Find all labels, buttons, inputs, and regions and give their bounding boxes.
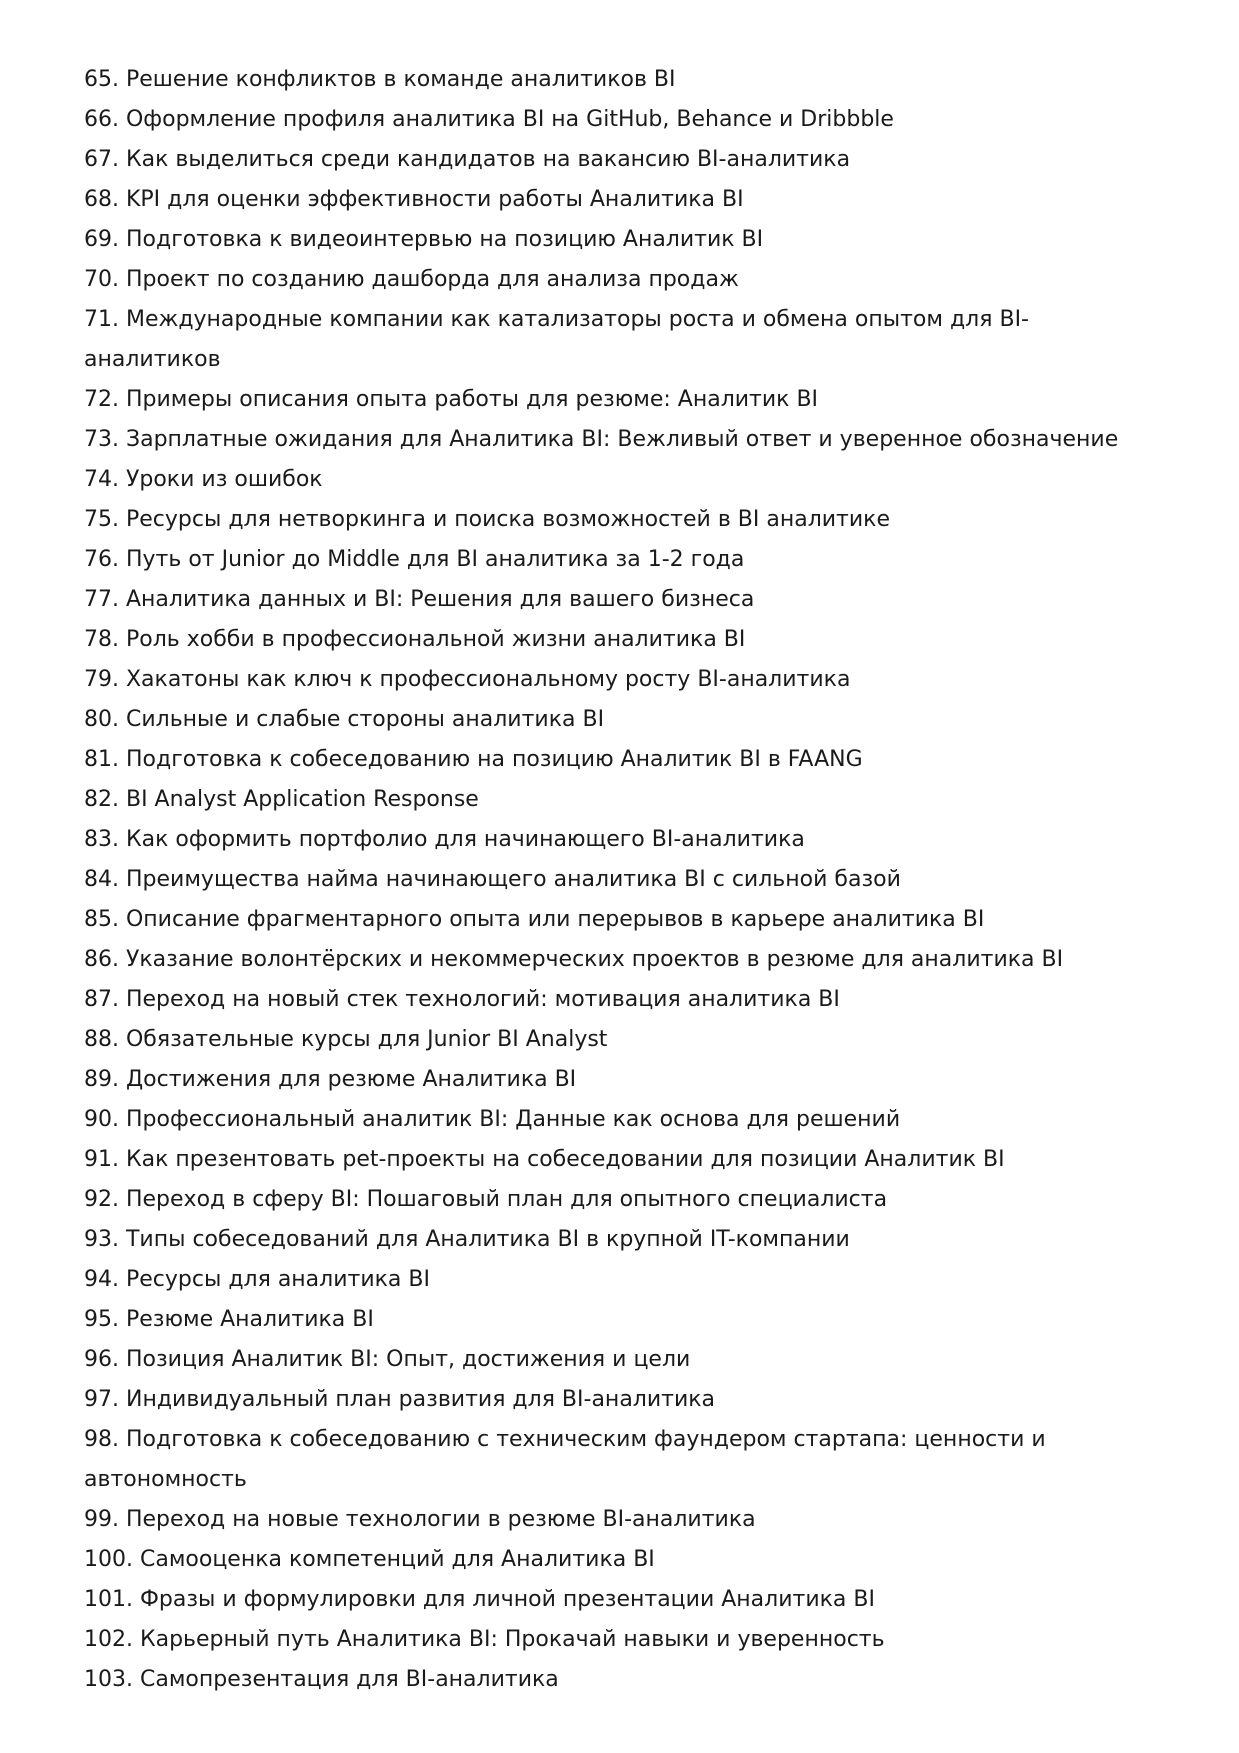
list-item: 70. Проект по созданию дашборда для анализа продаж xyxy=(84,267,739,292)
list-item: 82. BI Analyst Application Response xyxy=(84,787,479,812)
list-item: 92. Переход в сферу BI: Пошаговый план для опытного специалиста xyxy=(84,1187,888,1212)
list-item: 87. Переход на новый стек технологий: мотивация аналитика BI xyxy=(84,987,840,1012)
list-item: 69. Подготовка к видеоинтервью на позицию Аналитик BI xyxy=(84,227,764,252)
list-item: 85. Описание фрагментарного опыта или перерывов в карьере аналитика BI xyxy=(84,907,985,932)
list-item: 101. Фразы и формулировки для личной презентации Аналитика BI xyxy=(84,1587,875,1612)
list-item: 80. Сильные и слабые стороны аналитика BI xyxy=(84,707,605,732)
list-item: 99. Переход на новые технологии в резюме BI-аналитика xyxy=(84,1507,756,1532)
list-item: 79. Хакатоны как ключ к профессиональному росту BI-аналитика xyxy=(84,667,851,692)
list-item: 71. Международные компании как катализаторы роста и обмена опытом для BI-аналитиков xyxy=(84,307,1029,372)
list-item: 93. Типы собеседований для Аналитика BI в крупной IT-компании xyxy=(84,1227,850,1252)
list-item: 72. Примеры описания опыта работы для резюме: Аналитик BI xyxy=(84,387,819,412)
list-item: 76. Путь от Junior до Middle для BI аналитика за 1-2 года xyxy=(84,547,745,572)
list-item: 100. Самооценка компетенций для Аналитика BI xyxy=(84,1547,655,1572)
topic-list xyxy=(84,60,1164,1700)
list-item: 78. Роль хобби в профессиональной жизни аналитика BI xyxy=(84,627,746,652)
list-item: 88. Обязательные курсы для Junior BI Analyst xyxy=(84,1027,608,1052)
list-item: 86. Указание волонтёрских и некоммерческих проектов в резюме для аналитика BI xyxy=(84,947,1064,972)
list-item: 81. Подготовка к собеседованию на позицию Аналитик BI в FAANG xyxy=(84,747,863,772)
list-item: 75. Ресурсы для нетворкинга и поиска возможностей в BI аналитике xyxy=(84,507,890,532)
list-item: 73. Зарплатные ожидания для Аналитика BI: Вежливый ответ и уверенное обозначение xyxy=(84,427,1119,452)
list-item: 91. Как презентовать pet-проекты на собеседовании для позиции Аналитик BI xyxy=(84,1147,1005,1172)
list-item: 95. Резюме Аналитика BI xyxy=(84,1307,374,1332)
list-item: 89. Достижения для резюме Аналитика BI xyxy=(84,1067,577,1092)
list-item: 68. KPI для оценки эффективности работы Аналитика BI xyxy=(84,187,744,212)
list-item: 74. Уроки из ошибок xyxy=(84,467,323,492)
list-item: 102. Карьерный путь Аналитика BI: Прокачай навыки и уверенность xyxy=(84,1627,885,1652)
list-item: 83. Как оформить портфолио для начинающего BI-аналитика xyxy=(84,827,805,852)
list-item: 97. Индивидуальный план развития для BI-аналитика xyxy=(84,1387,716,1412)
list-item: 96. Позиция Аналитик BI: Опыт, достижения и цели xyxy=(84,1347,691,1372)
list-item: 90. Профессиональный аналитик BI: Данные как основа для решений xyxy=(84,1107,901,1132)
list-item: 84. Преимущества найма начинающего аналитика BI с сильной базой xyxy=(84,867,901,892)
list-item: 67. Как выделиться среди кандидатов на вакансию BI-аналитика xyxy=(84,147,851,172)
list-item: 66. Оформление профиля аналитика BI на GitHub, Behance и Dribbble xyxy=(84,107,894,132)
list-item: 65. Решение конфликтов в команде аналитиков BI xyxy=(84,67,676,92)
list-item: 77. Аналитика данных и BI: Решения для вашего бизнеса xyxy=(84,587,755,612)
list-item: 94. Ресурсы для аналитика BI xyxy=(84,1267,430,1292)
list-item: 103. Самопрезентация для BI-аналитика xyxy=(84,1667,559,1692)
list-item: 98. Подготовка к собеседованию с техническим фаундером стартапа: ценности и автономность xyxy=(84,1427,1046,1492)
